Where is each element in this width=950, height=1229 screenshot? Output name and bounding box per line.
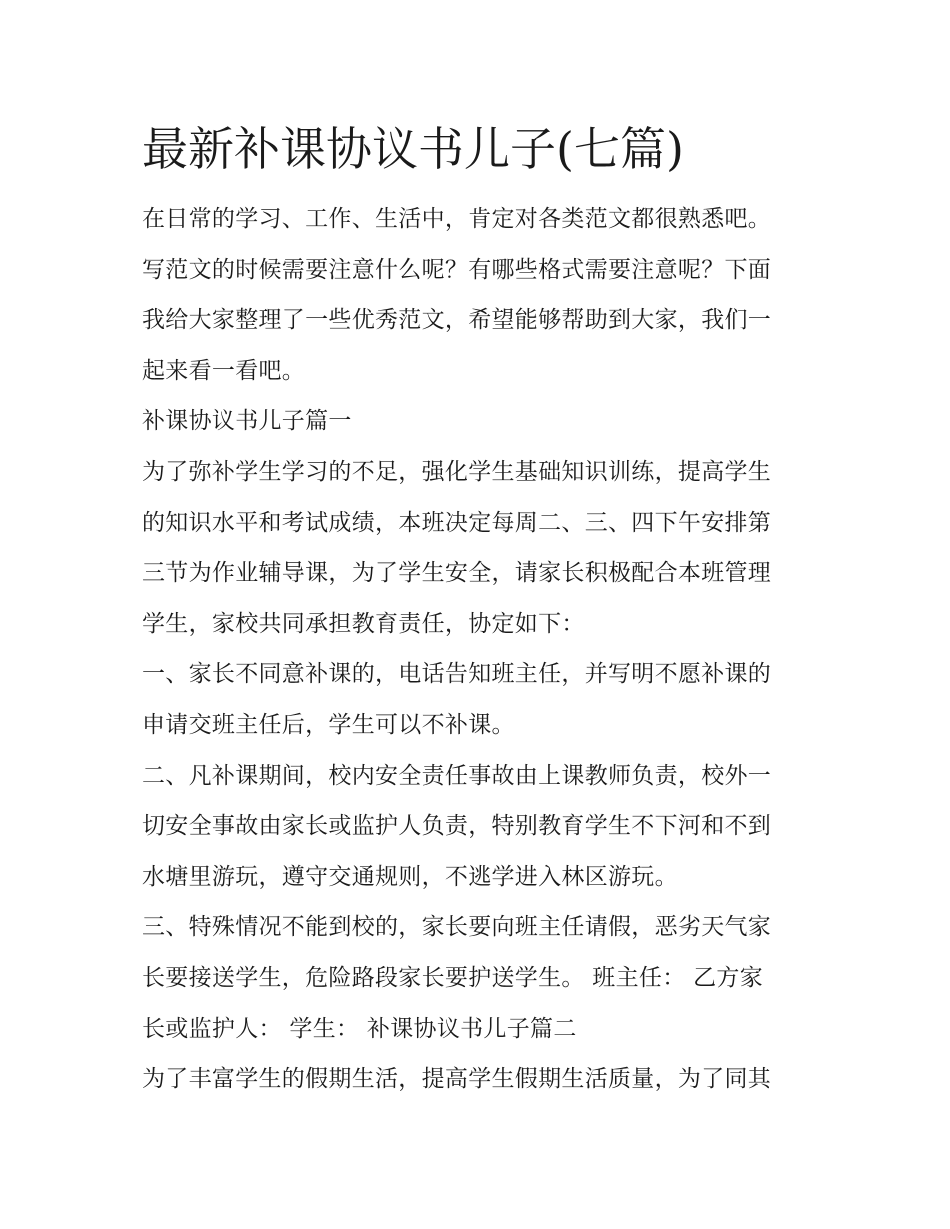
text-line: 切安全事故由家长或监护人负责，特别教育学生不下河和不到 [142,813,772,840]
text-line: 的知识水平和考试成绩，本班决定每周二、三、四下午安排第 [142,509,772,536]
section-heading: 补课协议书儿子篇一 [142,408,352,435]
text-line: 三节为作业辅导课，为了学生安全，请家长积极配合本班管理 [142,560,772,587]
text-line: 长或监护人： 学生： 补课协议书儿子篇二 [142,1015,577,1042]
text-line: 一、家长不同意补课的，电话告知班主任，并写明不愿补课的 [142,661,772,688]
text-line: 为了弥补学生学习的不足，强化学生基础知识训练，提高学生 [142,458,772,485]
document-page [142,118,814,1105]
text-line: 为了丰富学生的假期生活，提高学生假期生活质量，为了同其 [142,1066,772,1093]
text-line: 在日常的学习、工作、生活中，肯定对各类范文都很熟悉吧。 [142,206,772,232]
text-line: 二、凡补课期间，校内安全责任事故由上课教师负责，校外一 [142,762,772,789]
text-line: 长要接送学生，危险路段家长要护送学生。 班主任： 乙方家 [142,964,764,991]
document-title: 最新补课协议书儿子(七篇) [142,122,684,176]
text-line: 写范文的时候需要注意什么呢？有哪些格式需要注意呢？下面 [142,256,772,283]
text-line: 三、特殊情况不能到校的，家长要向班主任请假，恶劣天气家 [142,914,772,941]
text-line: 我给大家整理了一些优秀范文，希望能够帮助到大家，我们一 [142,307,772,334]
text-line: 起来看一看吧。 [142,357,306,384]
text-line: 申请交班主任后，学生可以不补课。 [142,711,515,738]
text-line: 水塘里游玩，遵守交通规则，不逃学进入林区游玩。 [142,863,678,890]
document-body [142,194,814,1105]
text-line: 学生，家校共同承担教育责任，协定如下： [142,610,585,637]
